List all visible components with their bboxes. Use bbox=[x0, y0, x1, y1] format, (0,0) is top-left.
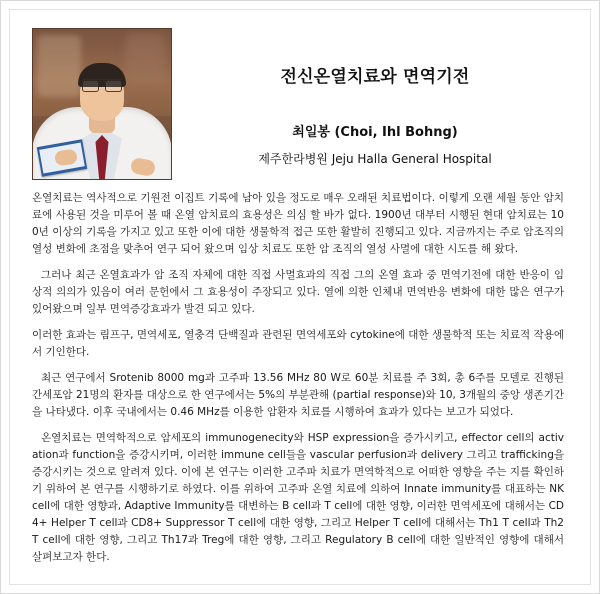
document-body bbox=[32, 190, 564, 566]
photo-background-blur-right bbox=[125, 33, 165, 83]
paragraph: 온열치료는 역사적으로 기원전 이집트 기록에 남아 있을 정도로 매우 오래된 치료법이다. 이렇게 오랜 세월 동안 암치료에 사용된 것을 미루어 볼 때 온열 암치료의 효용성은 의심 할 바가 없다. 1900년 대부터 시행된 현대 암치료는 100년 이상의 기록을 가지고 있고 또한 이에 대한 생물학적 접근 또한 활발히 진행되고 있다. 지금까지는 주로 암조직의 열성 변화에 초점을 맞추어 연구 되어 왔으며 임상 치료도 또한 암 조직의 열성 사멸에 대한 시도를 해 왔다. bbox=[32, 192, 564, 255]
paragraph: 최근 연구에서 Srotenib 8000 mg과 고주파 13.56 MHz 80 W로 60분 치료를 주 3회, 총 6주를 모델로 진행된 간세포암 21명의 환자를 대상으로 한 연구에서는 5%의 부분관해 (partial response)와 10, 3개월의 중앙 생존기간을 나타냈다. 이후 국내에서는 0.46 MHz를 이용한 암환자 치료를 시행하여 효과가 있다는 보고가 되었다. bbox=[32, 372, 564, 418]
author-name: 최일봉 (Choi, Ihl Bohng) bbox=[292, 125, 458, 140]
paragraph: 그러나 최근 온열효과가 암 조직 자체에 대한 직접 사멸효과의 직접 그의 온열 효과 중 면역기전에 대한 반응이 임상적 의의가 있음이 여러 문헌에서 그 효용성이 주장되고 있다. 열에 의한 인체내 면역반응 변화에 대한 많은 연구가 있어왔으며 일부 면역증강효과가 발견 되고 있다. bbox=[32, 269, 564, 315]
paragraph: 온열치료는 면역학적으로 암세포의 immunogenecity와 HSP expression을 증가시키고, effector cell의 activation과 function을 증강시키며, 이러한 immune cell들을 vascular perfusion과 delivery 그리고 trafficking을 증강시키는 것으로 알려져 있다. 이에 본 연구는 이러한 고주파 치료가 면역학적으로 어떠한 영향을 주는 지를 확인하기 위하여 본 연구를 시행하기로 하였다. 이를 위하여 고주파 온열 치료에 의하여 Innate immunity를 대표하는 NK cell에 대한 영향과, Adaptive Immunity를 대변하는 B cell과 T cell에 대한 영향, 이러한 면역세포에 대해서는 CD4+ Helper T cell과 CD8+ Suppressor T cell에 대한 영향, 그리고 Helper T cell에 대해서는 Th1 T cell과 Th2 T cell에 대한 영향, 그리고 Th17과 Treg에 대한 영향, 그리고 Regulatory B cell에 대한 일반적인 영향에 대해서 살펴보고자 한다. bbox=[32, 432, 564, 563]
author-affiliation: 제주한라병원 Jeju Halla General Hospital bbox=[258, 152, 492, 166]
paragraph: 이러한 효과는 림프구, 면역세포, 열충격 단백질과 관련된 면역세포와 cytokine에 대한 생물학적 또는 치료적 작용에서 기인한다. bbox=[32, 329, 564, 358]
document-inner-frame bbox=[9, 9, 591, 585]
photo-background-blur-left bbox=[37, 35, 81, 97]
author-portrait-photo bbox=[32, 28, 172, 180]
glasses-icon bbox=[82, 79, 122, 91]
title-block bbox=[186, 28, 564, 167]
document-header bbox=[32, 28, 564, 180]
page-title: 전신온열치료와 면역기전 bbox=[280, 67, 470, 87]
